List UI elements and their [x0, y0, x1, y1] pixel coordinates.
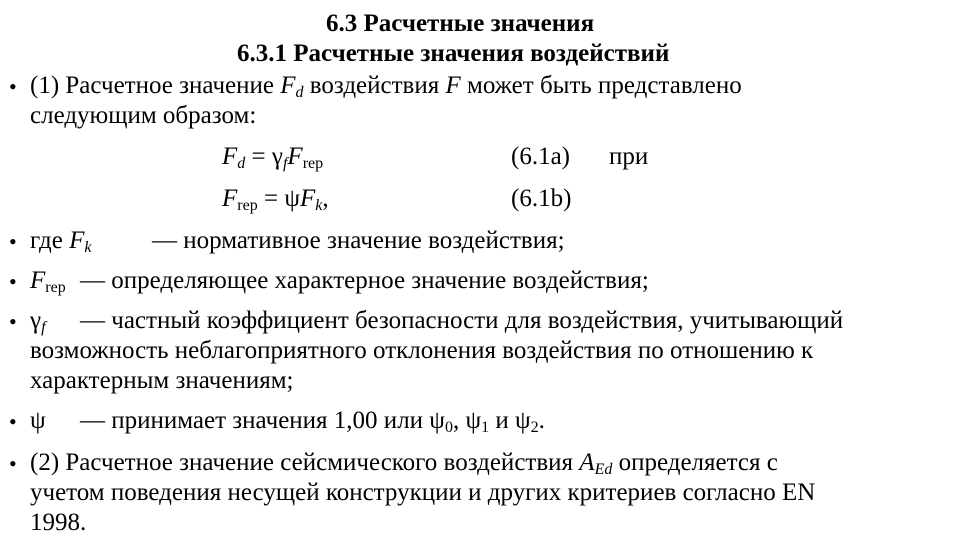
bullet: • [9, 74, 17, 99]
def-frep-f: F [30, 267, 46, 294]
eq2-f-sub: k [315, 197, 323, 214]
def-gamma-line2: возможность неблагоприятного отклонения воздействия по отношению к [30, 337, 814, 364]
psi1-sub: 1 [481, 419, 490, 436]
def-psi-desc: — принимает значения 1,00 или [80, 407, 430, 434]
psi0-sub: 0 [444, 419, 453, 436]
p2-a: A [579, 449, 595, 476]
eq1-lhs-sub: d [237, 155, 246, 172]
def-psi-text [80, 406, 545, 443]
def-frep-text: — определяющее характерное значение воздействия; [80, 267, 649, 294]
eq2-psi: ψ [284, 185, 300, 212]
p1-suffix: может быть представлено [460, 72, 742, 99]
def-gamma-text: — частный коэффициент безопасности для воздействия, учитывающий [80, 307, 844, 334]
p1-fd: F [280, 72, 296, 99]
eq1-gamma-sub: f [282, 155, 288, 172]
p2-prefix: (2) Расчетное значение сейсмического воздействия [30, 449, 580, 476]
equation-1-word: при [609, 143, 649, 170]
eq2-lhs-sub: rep [237, 197, 258, 214]
equation-2-number: (6.1b) [511, 185, 572, 212]
bullet: • [9, 451, 17, 476]
p1-mid: воздействия [303, 72, 446, 99]
eq2-f: F [299, 185, 316, 212]
section-title: 6.3 Расчетные значения [326, 10, 595, 37]
eq1-f: F [287, 143, 303, 170]
psi2: ψ [515, 407, 531, 434]
paragraph-1-line2: следующим образом: [30, 102, 257, 129]
p1-prefix: (1) Расчетное значение [30, 72, 281, 99]
def-fk-sub: k [84, 239, 92, 256]
eq1-gamma: γ [271, 143, 283, 170]
equation-1-number: (6.1a) [511, 143, 570, 170]
psi1: ψ [465, 407, 482, 434]
eq2-comma: , [322, 185, 329, 212]
def-frep [30, 266, 66, 303]
bullet: • [9, 229, 17, 254]
paragraph-2-line3: 1998. [30, 509, 87, 536]
eq1-lhs: F [222, 143, 238, 170]
psi-sep: , [452, 407, 466, 434]
equation-1 [222, 143, 323, 173]
p2-a-sub: Ed [594, 461, 613, 478]
p2-suffix: определяется с [612, 449, 778, 476]
def-fk [30, 226, 91, 263]
def-fk-prefix: где [30, 227, 70, 254]
paragraph-2-line2: учетом поведения несущей конструкции и других критериев согласно EN [30, 479, 816, 506]
def-gamma-sub: f [41, 319, 46, 336]
psi-end: . [538, 407, 545, 434]
bullet: • [9, 309, 17, 334]
eq2-lhs: F [222, 185, 238, 212]
def-frep-sub: rep [45, 279, 66, 296]
def-gamma-line3: характерным значениям; [30, 367, 294, 394]
subsection-title: 6.3.1 Расчетные значения воздействий [237, 40, 670, 67]
eq1-equals: = [245, 143, 272, 170]
p1-fd-sub: d [295, 84, 304, 101]
def-fk-text: — нормативное значение воздействия; [152, 227, 565, 254]
psi2-sub: 2 [530, 419, 539, 436]
def-psi: ψ [30, 407, 46, 434]
eq1-f-sub: rep [302, 155, 324, 172]
def-gamma-symbol: γ [30, 307, 42, 334]
equation-2 [222, 185, 329, 215]
eq2-equals: = [257, 185, 285, 212]
bullet: • [9, 409, 17, 434]
psi-and: и [489, 407, 515, 434]
bullet: • [9, 269, 17, 294]
psi0: ψ [429, 407, 445, 434]
p1-f: F [445, 72, 461, 99]
def-fk-f: F [69, 227, 85, 254]
